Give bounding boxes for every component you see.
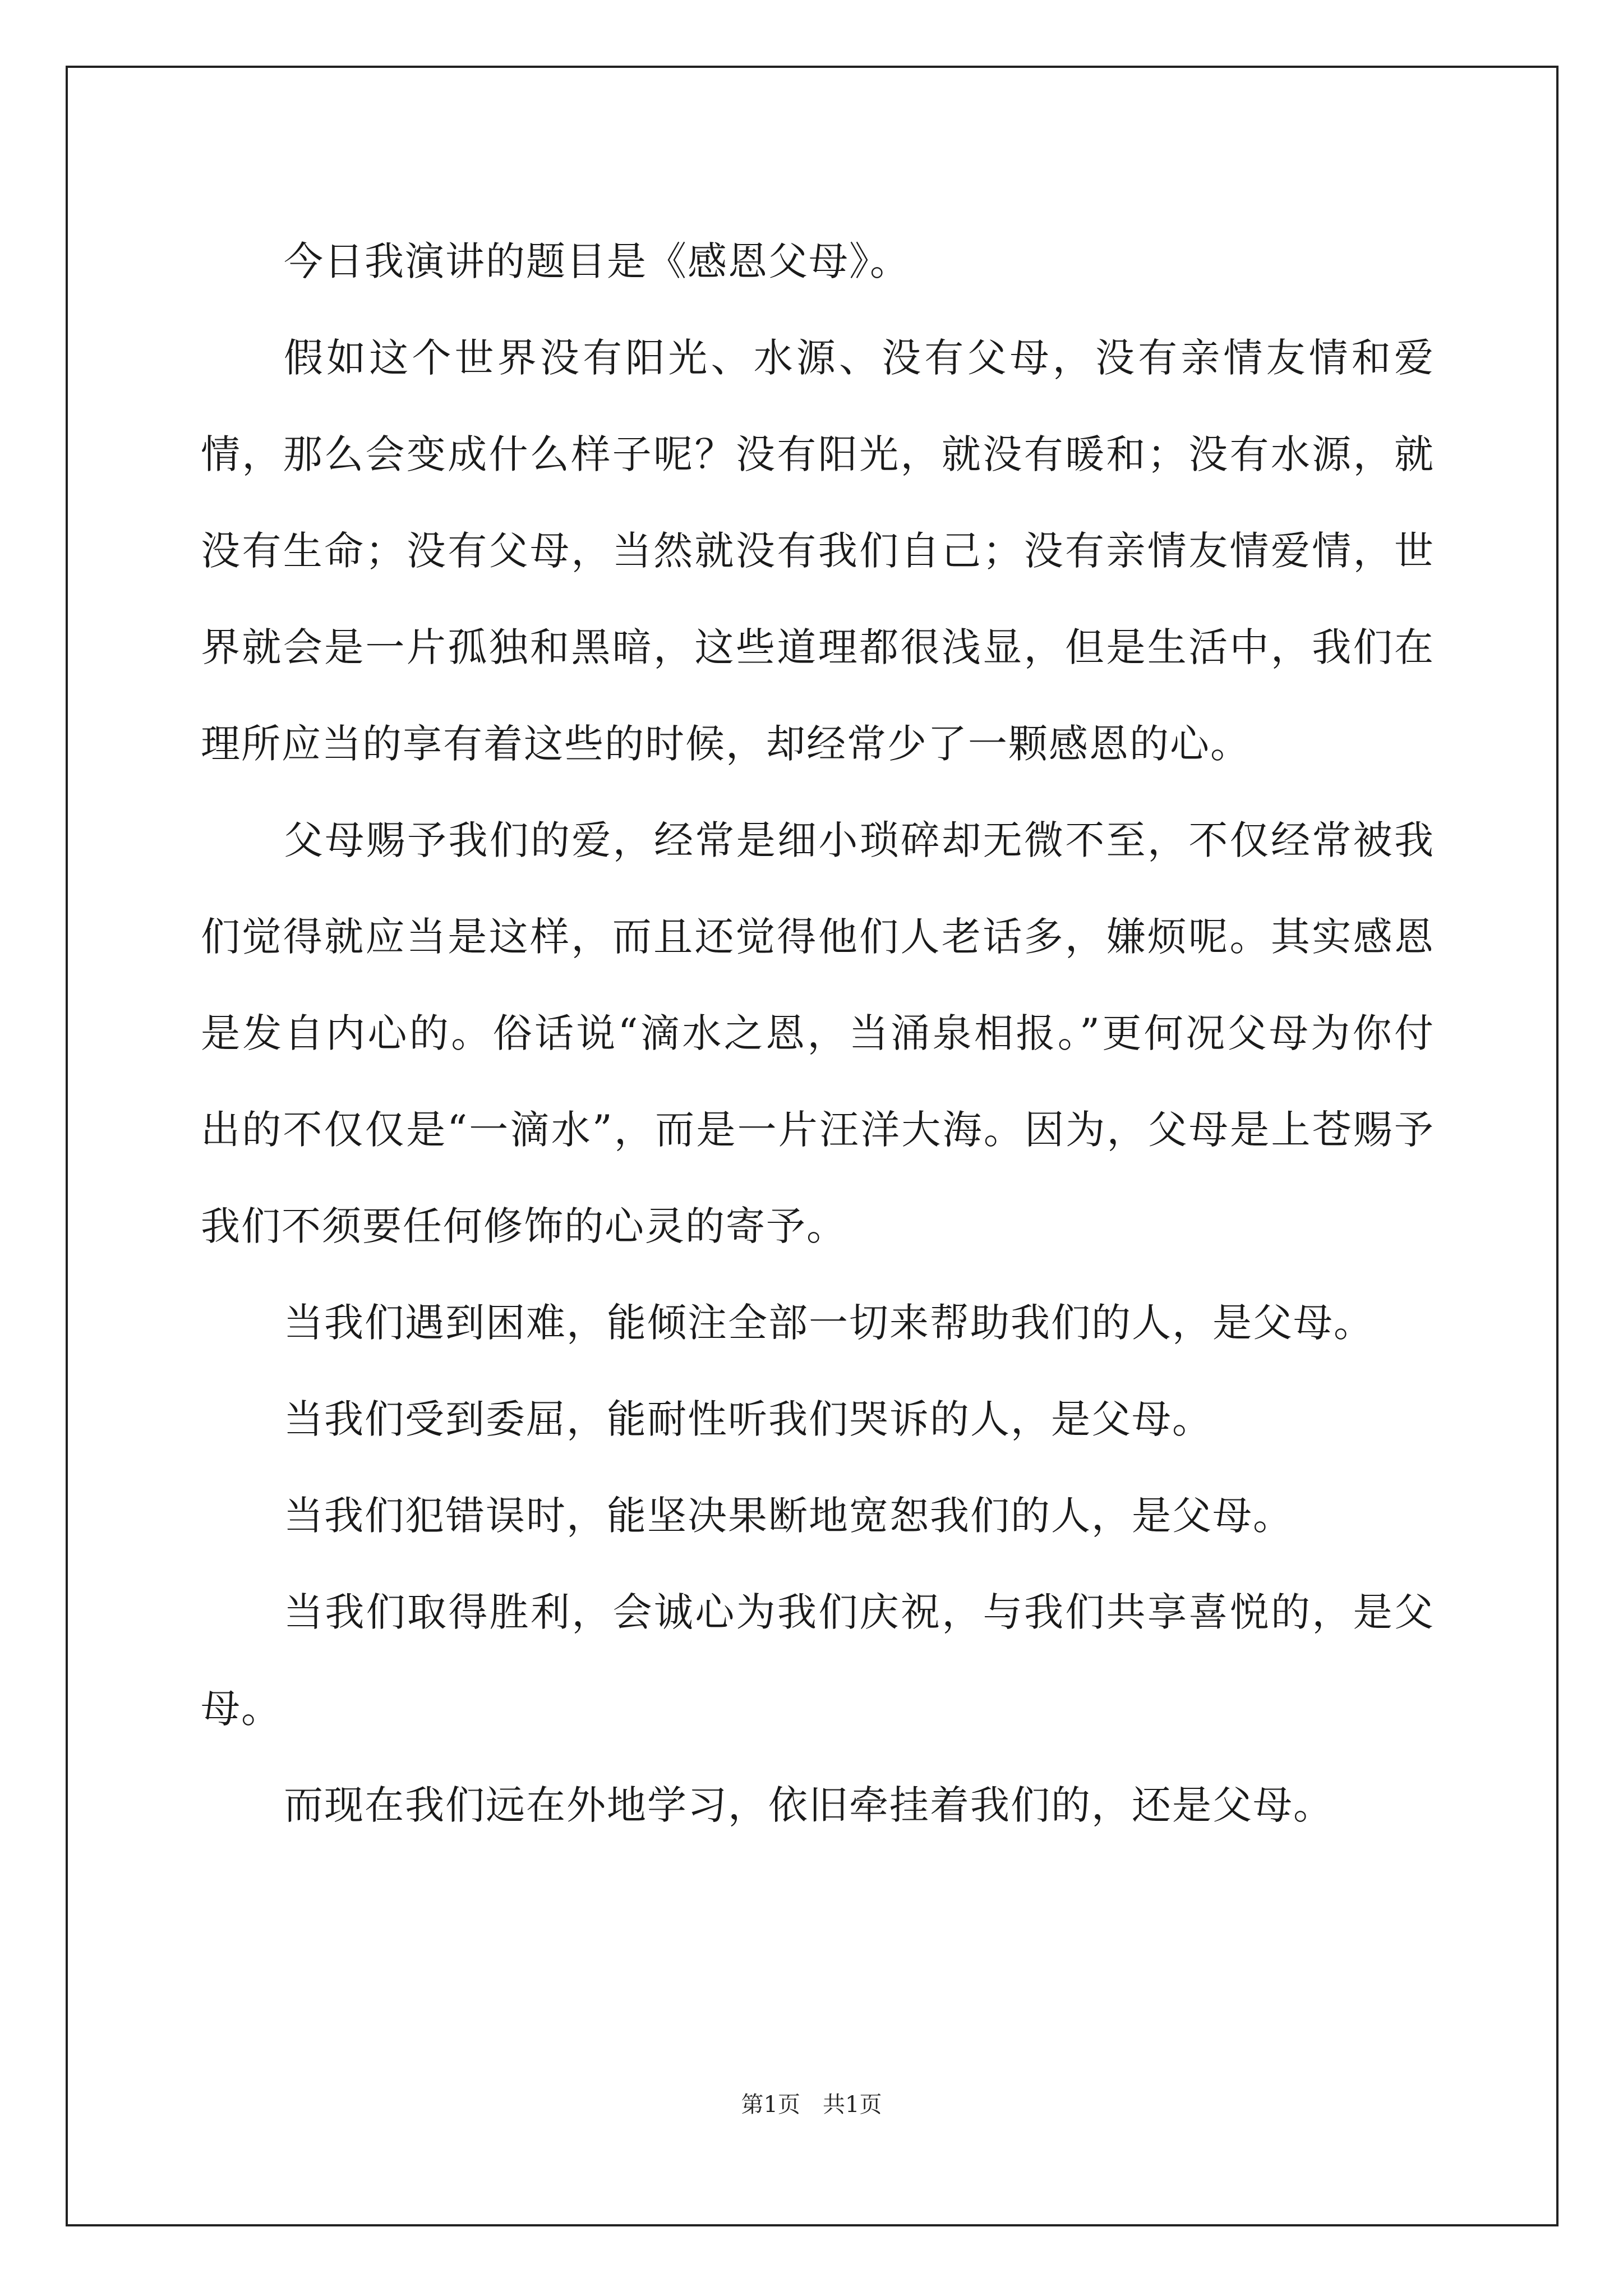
paragraph: 而现在我们远在外地学习，依旧牵挂着我们的，还是父母。: [284, 1782, 1334, 1828]
paragraph: 当我们犯错误时，能坚决果断地宽恕我们的人，是父母。: [284, 1493, 1293, 1539]
paragraph: 今日我演讲的题目是《感恩父母》。: [284, 238, 910, 284]
paragraph: 当我们受到委屈，能耐性听我们哭诉的人，是父母。: [284, 1396, 1212, 1442]
paragraph: 当我们遇到困难，能倾注全部一切来帮助我们的人，是父母。: [284, 1300, 1374, 1346]
paragraph: 父母赐予我们的爱，经常是细小琐碎却无微不至，不仅经常被我们觉得就应当是这样，而且还觉得他们人老话多，嫌烦呢。其实感恩是发自内心的。俗话说“滴水之恩，当涌泉相报。”更何况父母为你付出的不仅仅是“一滴水”，而是一片汪洋大海。因为，父母是上苍赐予我们不须要任何修饰的心灵的寄予。: [201, 817, 1435, 1249]
page-number-footer: 第1页 共1页: [741, 2092, 882, 2118]
document-body: [201, 213, 1435, 1853]
paragraph: 假如这个世界没有阳光、水源、没有父母，没有亲情友情和爱情，那么会变成什么样子呢？没有阳光，就没有暖和；没有水源，就没有生命；没有父母，当然就没有我们自己；没有亲情友情爱情，世界就会是一片孤独和黑暗，这些道理都很浅显，但是生活中，我们在理所应当的享有着这些的时候，却经常少了一颗感恩的心。: [201, 335, 1435, 767]
paragraph: 当我们取得胜利，会诚心为我们庆祝，与我们共享喜悦的，是父母。: [201, 1589, 1435, 1732]
